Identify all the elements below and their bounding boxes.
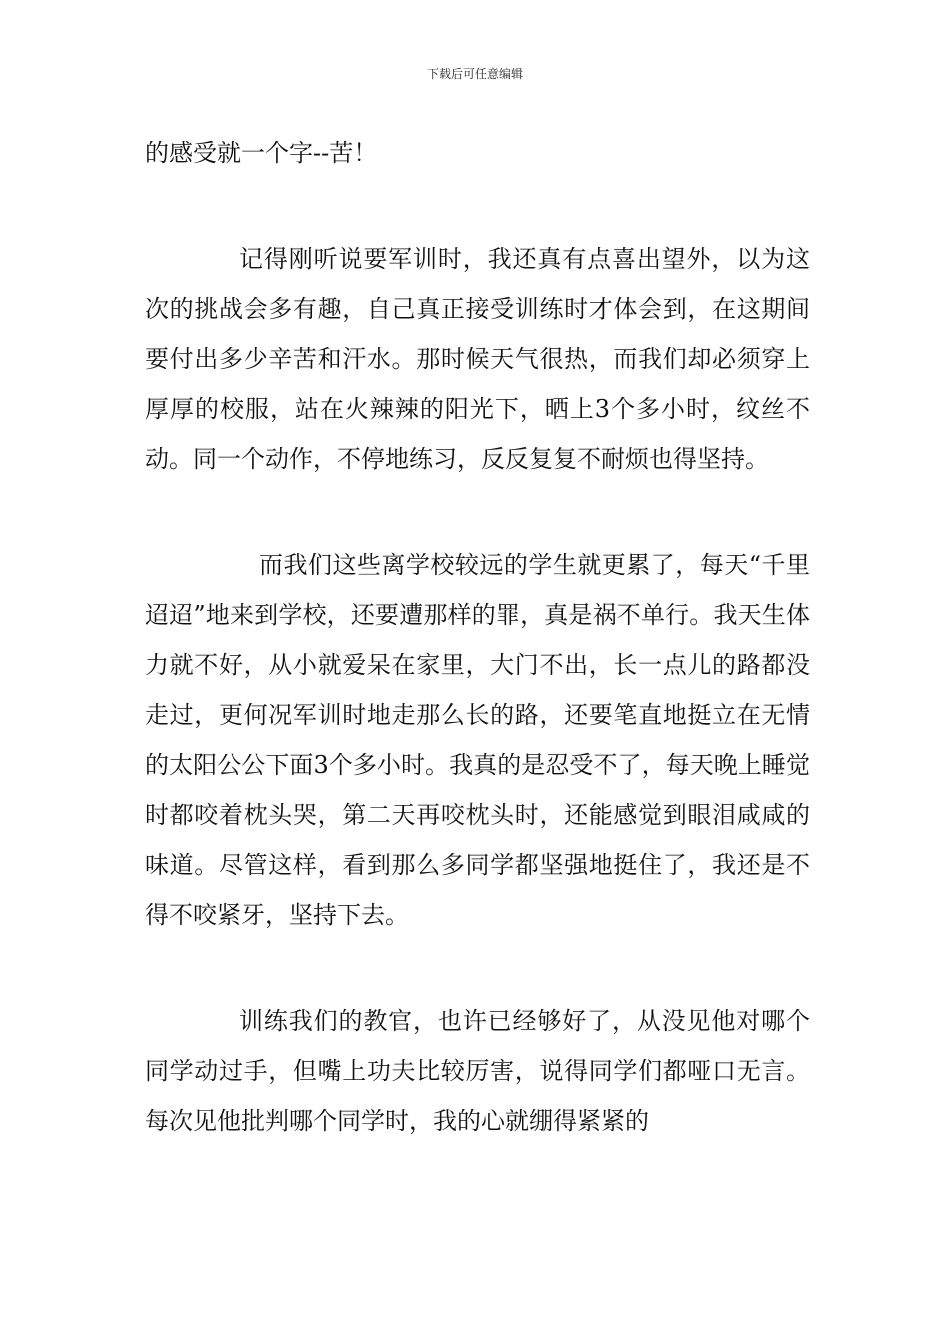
paragraph-4: 训练我们的教官，也许已经够好了，从没见他对哪个同学动过手，但嘴上功夫比较厉害，说得同学们都哑口无言。每次见他批判哪个同学时，我的心就绷得紧紧的 xyxy=(145,1007,810,1135)
paragraph-1: 的感受就一个字--苦！ xyxy=(145,139,378,167)
document-body xyxy=(145,128,810,1146)
paragraph-3: 而我们这些离学校较远的学生就更累了，每天“千里迢迢”地来到学校，还要遭那样的罪，真是祸不单行。我天生体力就不好，从小就爱呆在家里，大门不出，长一点儿的路都没走过，更何况军训时地走那么长的路，还要笔直地挺立在无情的太阳公公下面3个多小时。我真的是忍受不了，每天晚上睡觉时都咬着枕头哭，第二天再咬枕头时，还能感觉到眼泪咸咸的味道。尽管这样，看到那么多同学都坚强地挺住了，我还是不得不咬紧牙，坚持下去。 xyxy=(145,551,810,929)
page-header: 下载后可任意编辑 xyxy=(426,67,523,81)
paragraph-2: 记得刚听说要军训时，我还真有点喜出望外，以为这次的挑战会多有趣，自己真正接受训练时才体会到，在这期间要付出多少辛苦和汗水。那时候天气很热，而我们却必须穿上厚厚的校服，站在火辣辣的阳光下，晒上3个多小时，纹丝不动。同一个动作，不停地练习，反反复复不耐烦也得坚持。 xyxy=(145,245,810,473)
